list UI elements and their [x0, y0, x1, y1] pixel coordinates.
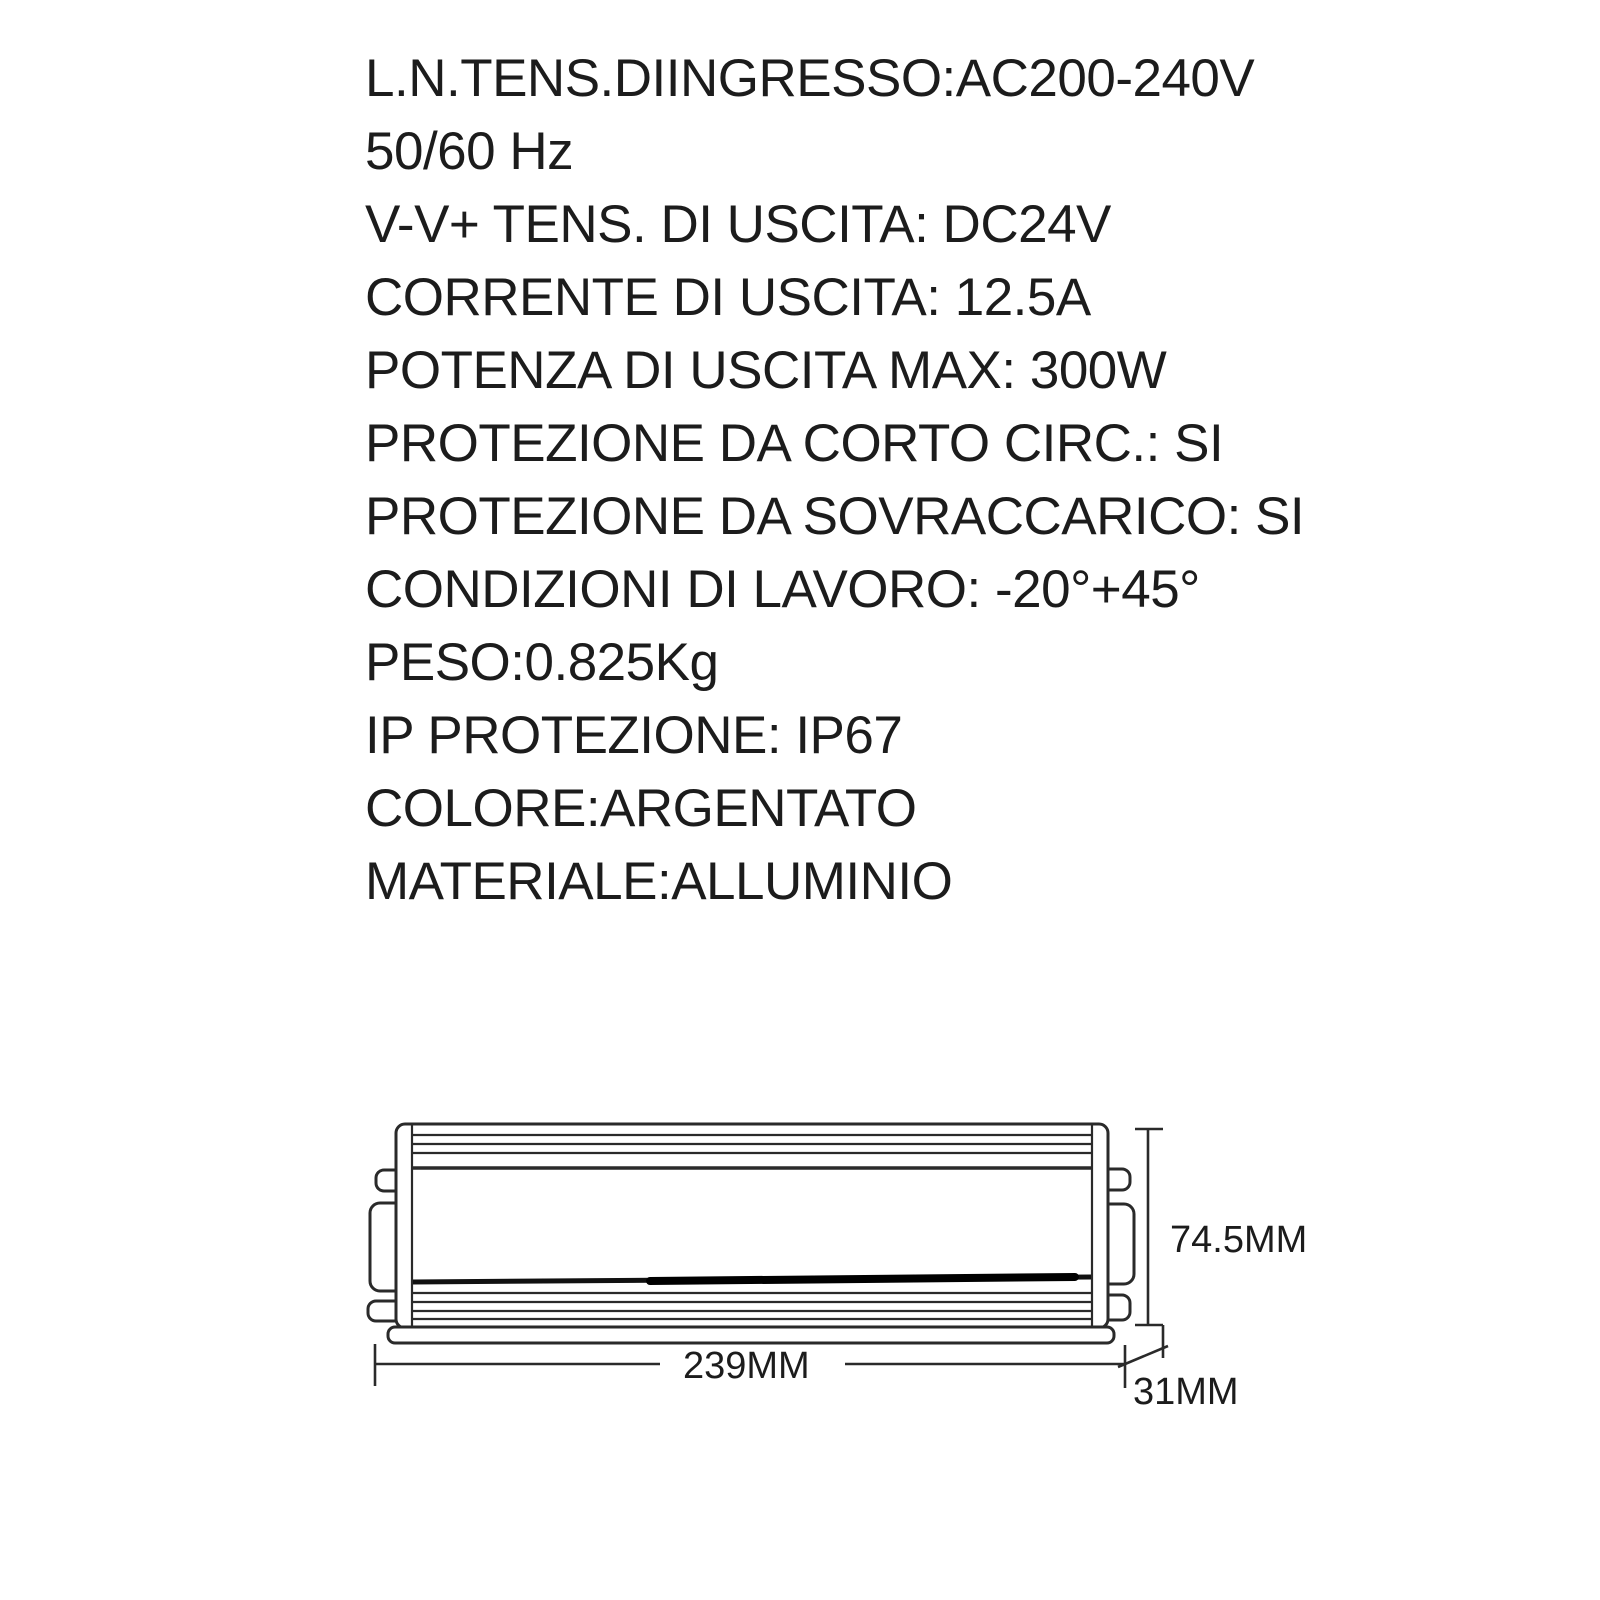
depth-dim-label: 31MM	[1133, 1371, 1239, 1413]
spec-line-overload-protection: PROTEZIONE DA SOVRACCARICO: SI	[365, 487, 1305, 546]
spec-line-color: COLORE:ARGENTATO	[365, 779, 917, 838]
height-dimension	[1135, 1129, 1307, 1325]
spec-line-output-voltage: V-V+ TENS. DI USCITA: DC24V	[365, 195, 1111, 254]
width-dimension	[375, 1344, 1125, 1388]
spec-line-frequency: 50/60 Hz	[365, 122, 574, 181]
width-dim-label: 239MM	[683, 1345, 810, 1387]
spec-line-weight: PESO:0.825Kg	[365, 633, 719, 692]
height-dim-label: 74.5MM	[1170, 1219, 1308, 1261]
spec-line-short-circuit-protection: PROTEZIONE DA CORTO CIRC.: SI	[365, 414, 1224, 473]
spec-line-working-conditions: CONDIZIONI DI LAVORO: -20°+45°	[365, 560, 1200, 619]
base-plate	[388, 1327, 1114, 1343]
spec-line-output-current: CORRENTE DI USCITA: 12.5A	[365, 268, 1091, 327]
power-supply-technical-drawing	[0, 1060, 1600, 1520]
spec-list	[365, 42, 1304, 918]
spec-line-ip-rating: IP PROTEZIONE: IP67	[365, 706, 903, 765]
spec-line-material: MATERIALE:ALLUMINIO	[365, 852, 953, 911]
body-outline	[396, 1124, 1108, 1328]
spec-line-input-voltage: L.N.TENS.DIINGRESSO:AC200-240V	[365, 49, 1255, 108]
spec-line-output-power: POTENZA DI USCITA MAX: 300W	[365, 341, 1167, 400]
depth-dimension	[1118, 1325, 1239, 1413]
